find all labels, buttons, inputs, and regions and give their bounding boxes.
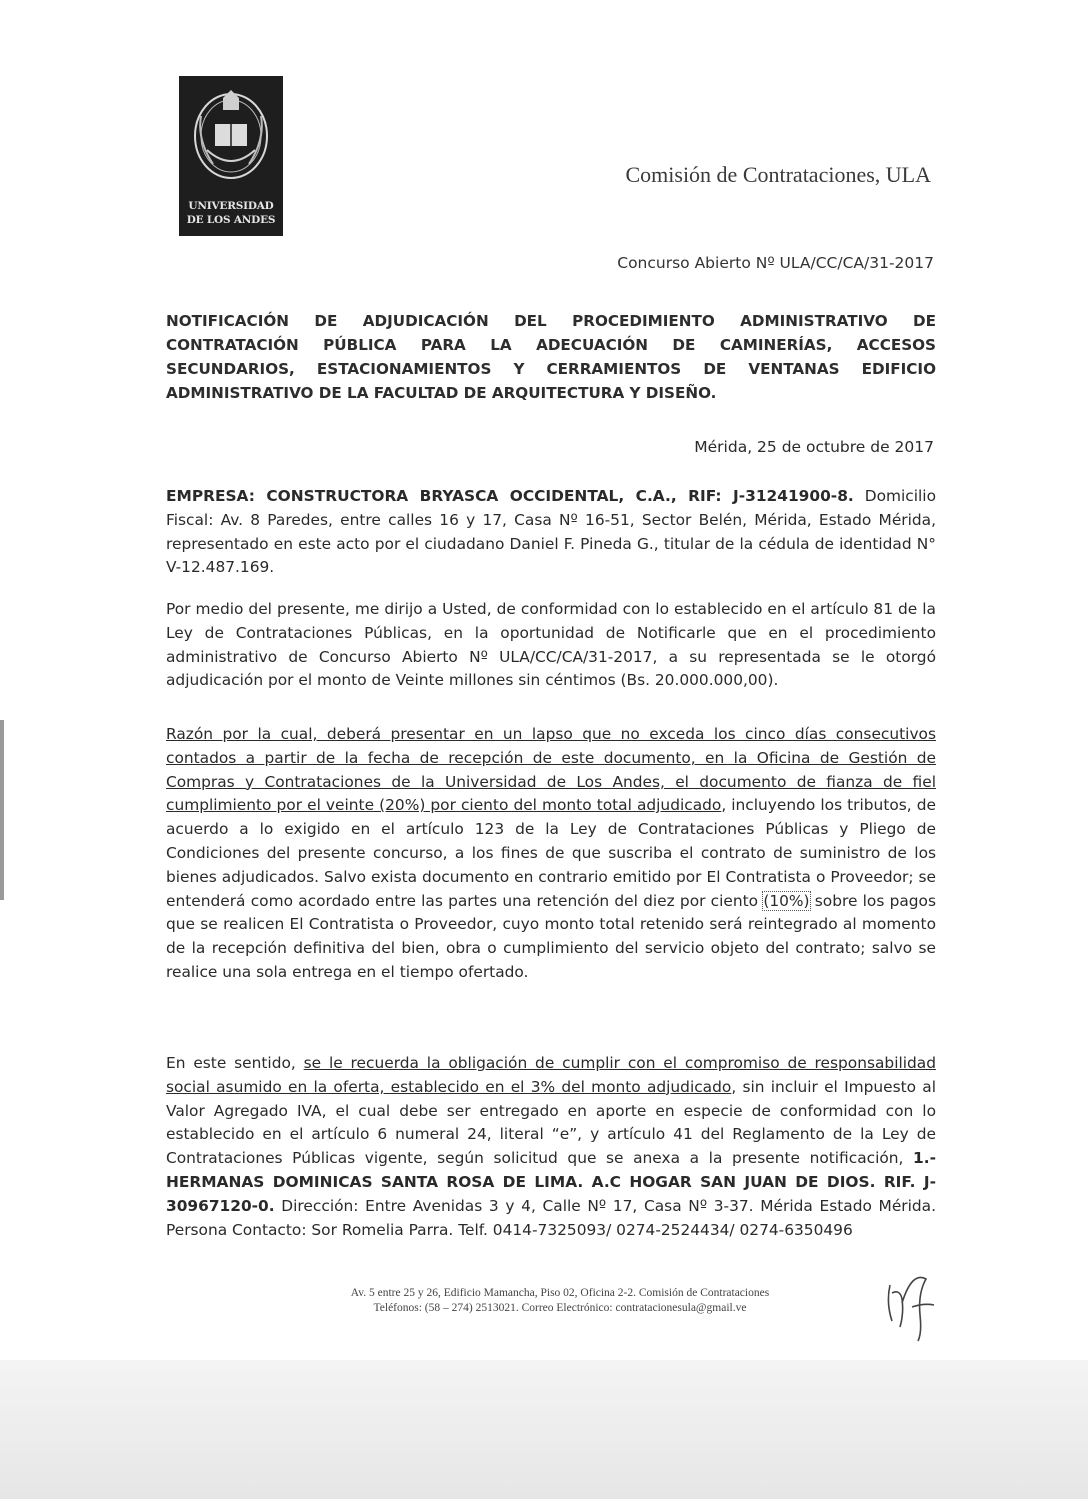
scan-edge-mark [0,720,4,900]
guarantee-underlined-text: Razón por la cual, deberá presentar en un lapso que no exceda los cinco días consecutivos contados a partir de la fecha de recepción de este documento, en la Oficina de Gestión de Compras y Contrataciones de la Universidad de Los Andes, el documento de fianza de fiel cumplimiento por el veinte (20%) por ciento del monto total adjudicado [166,725,936,815]
guarantee-text-a: , incluyendo los tributos, de acuerdo a lo exigido en el artículo 123 de la Ley de Contrataciones Públicas y Pliego de Condiciones del presente concurso, a los fines de que suscriba el contrato de suministro de los bienes adjudicados. Salvo exista documento en contrario emitido por El Contratista o Proveedor; se entenderá como acordado entre las partes una retención del diez por ciento [166,796,936,910]
beneficiary-name: 1.- HERMANAS DOMINICAS SANTA ROSA DE LIMA. A.C HOGAR SAN JUAN DE DIOS. RIF. J-30967120-0. [166,1149,936,1215]
scan-edge-shadow [0,1360,1088,1499]
beneficiary-contact: Dirección: Entre Avenidas 3 y 4, Calle Nº 17, Casa Nº 3-37. Mérida Estado Mérida. Persona Contacto: Sor Romelia Parra. Telf. 0414-7325093/ 0274-2524434/ 0274-6350496 [166,1196,936,1239]
company-name-rif: EMPRESA: CONSTRUCTORA BRYASCA OCCIDENTAL, C.A., RIF: J-31241900-8. [166,487,854,505]
guarantee-paragraph [166,723,936,985]
university-seal-icon [179,76,283,236]
contest-reference: Concurso Abierto Nº ULA/CC/CA/31-2017 [617,254,934,272]
document-date: Mérida, 25 de octubre de 2017 [694,438,934,456]
footer-address: Av. 5 entre 25 y 26, Edificio Mamancha, Piso 02, Oficina 2-2. Comisión de Contrataciones [350,1287,770,1299]
handwritten-signature [878,1263,948,1343]
commission-heading: Comisión de Contrataciones, ULA [625,162,931,187]
company-details: Domicilio Fiscal: Av. 8 Paredes, entre calles 16 y 17, Casa Nº 16-51, Sector Belén, Mérida, Estado Mérida, representado en este acto por el ciudadano Daniel F. Pineda G., titular de la cédula de identidad N° V-12.487.169. [166,487,936,577]
logo-line-1: UNIVERSIDAD [188,200,274,212]
retention-percentage: (10%) [763,891,810,910]
social-underlined-text: se le recuerda la obligación de cumplir con el compromiso de responsabilidad social asumido en la oferta, establecido en el 3% del monto adjudicado [166,1054,936,1096]
university-logo [179,76,283,236]
footer-contact: Teléfonos: (58 – 274) 2513021. Correo Electrónico: contratacionesula@gmail.ve [373,1302,747,1314]
company-paragraph [166,485,936,580]
social-lead: En este sentido, [166,1054,304,1072]
guarantee-text-b: sobre los pagos que se realicen El Contratista o Proveedor, cuyo monto total retenido será reintegrado al momento de la recepción definitiva del bien, obra o cumplimiento del servicio objeto del contrato; salvo se realice una sola entrega en el tiempo ofertado. [166,891,936,981]
document-title: NOTIFICACIÓN DE ADJUDICACIÓN DEL PROCEDIMIENTO ADMINISTRATIVO DE CONTRATACIÓN PÚBLICA PARA LA ADECUACIÓN DE CAMINERÍAS, ACCESOS SECUNDARIOS, ESTACIONAMIENTOS Y CERRAMIENTOS DE VENTANAS EDIFICIO ADMINISTRATIVO DE LA FACULTAD DE ARQUITECTURA Y DISEÑO. [166,312,936,402]
page-footer [260,1286,860,1316]
social-text: , sin incluir el Impuesto al Valor Agregado IVA, el cual debe ser entregado en aporte en especie de conformidad con lo establecido en el artículo 6 numeral 24, literal “e”, y artículo 41 del Reglamento de la Ley de Contrataciones Públicas vigente, según solicitud que se anexa a la presente notificación, [166,1077,937,1168]
logo-line-2: DE LOS ANDES [186,214,276,226]
social-responsibility-paragraph [166,1052,936,1242]
notification-paragraph: Por medio del presente, me dirijo a Usted, de conformidad con lo establecido en el artículo 81 de la Ley de Contrataciones Públicas, en la oportunidad de Notificarle que en el procedimiento administrativo de Concurso Abierto Nº ULA/CC/CA/31-2017, a su representada se le otorgó adjudicación por el monto de Veinte millones sin céntimos (Bs. 20.000.000,00). [166,600,936,690]
